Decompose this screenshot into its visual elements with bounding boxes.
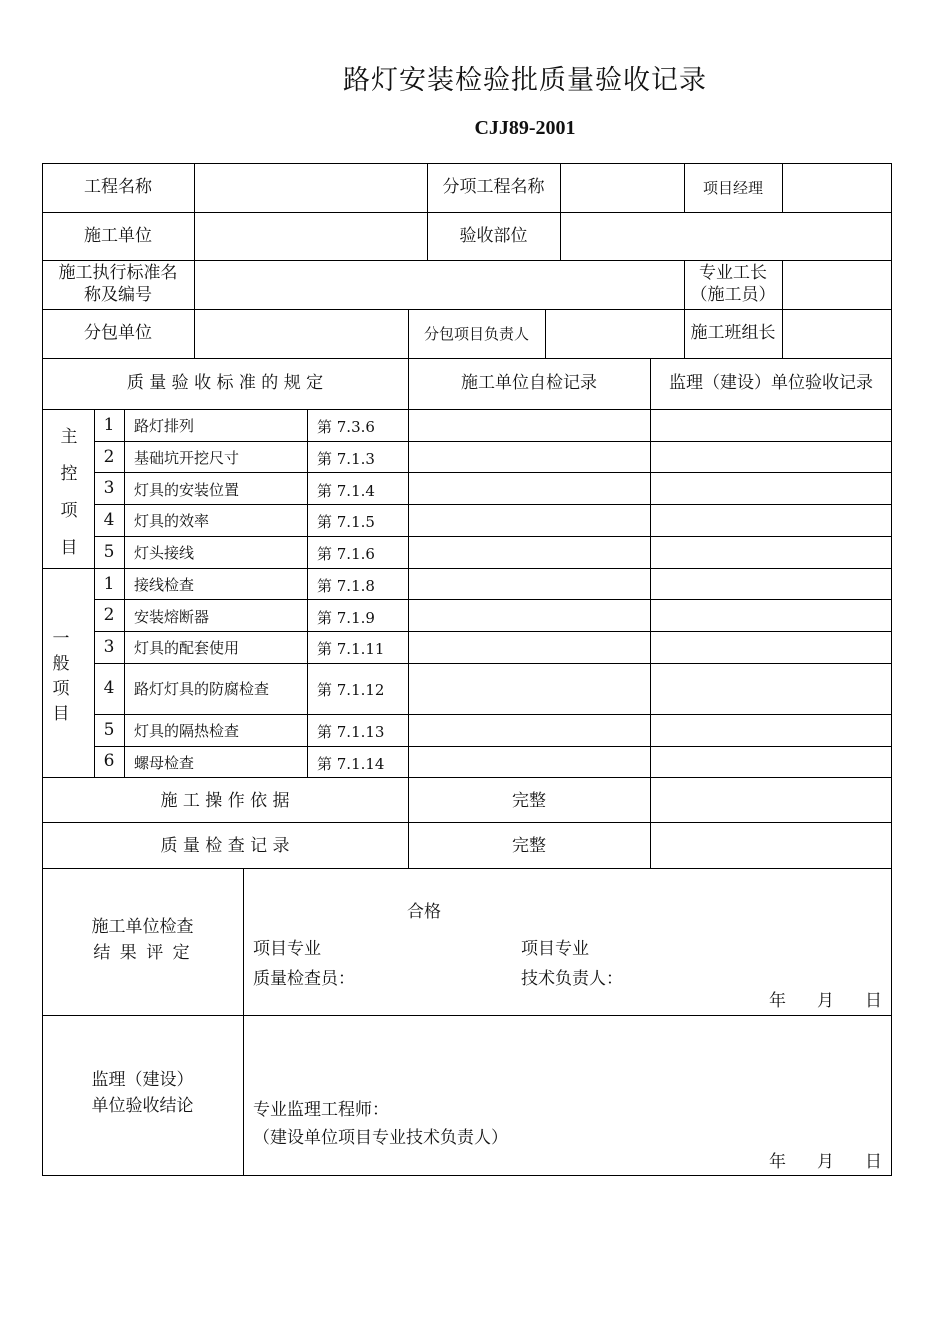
item-clause: 第 7.1.8 xyxy=(317,577,375,595)
grid-line xyxy=(94,536,892,537)
owner-rep-label: （建设单位项目专业技术负责人） xyxy=(253,1128,508,1148)
sub-project-name-label: 分项工程名称 xyxy=(442,177,545,197)
foreman-label-line1: 专业工长 xyxy=(699,263,767,283)
supervision-eval-label-line1: 监理（建设） xyxy=(91,1070,194,1090)
project-name-label: 工程名称 xyxy=(84,177,152,197)
item-clause: 第 7.1.6 xyxy=(317,545,375,563)
item-clause: 第 7.1.14 xyxy=(317,755,385,773)
supervision-eval-label-line2: 单位验收结论 xyxy=(91,1096,194,1116)
item-clause: 第 7.1.3 xyxy=(317,450,375,468)
general-group-char: 项 xyxy=(52,679,70,699)
item-clause: 第 7.1.9 xyxy=(317,609,375,627)
grid-line xyxy=(560,163,561,260)
item-name: 安装熔断器 xyxy=(134,608,210,626)
date-year: 年 xyxy=(769,991,786,1011)
item-name: 灯具的隔热检查 xyxy=(134,722,240,740)
operation-basis-label: 施 工 操 作 依 据 xyxy=(160,791,290,811)
date-day: 日 xyxy=(865,1152,882,1172)
tech-lead-line1: 项目专业 xyxy=(521,939,589,959)
item-number: 2 xyxy=(103,447,115,467)
item-name: 基础坑开挖尺寸 xyxy=(134,449,240,467)
item-name: 灯具的安装位置 xyxy=(134,481,240,499)
grid-line xyxy=(194,163,195,358)
page-title: 路灯安装检验批质量验收记录 xyxy=(343,65,707,96)
grid-line xyxy=(42,309,892,310)
standard-code: CJJ89-2001 xyxy=(474,117,576,139)
grid-line xyxy=(94,746,892,747)
item-number: 4 xyxy=(103,678,115,698)
date-year: 年 xyxy=(769,1152,786,1172)
grid-line xyxy=(94,631,892,632)
item-name: 灯头接线 xyxy=(134,544,195,562)
standard-label-line1: 施工执行标准名 xyxy=(58,263,178,283)
grid-line xyxy=(94,599,892,600)
tech-lead-line2: 技术负责人： xyxy=(521,969,623,989)
item-number: 3 xyxy=(103,637,115,657)
grid-line xyxy=(94,663,892,664)
grid-line xyxy=(94,441,892,442)
item-number: 5 xyxy=(103,720,115,740)
grid-line xyxy=(650,358,651,868)
form-table xyxy=(42,163,892,1176)
standard-label-line2: 称及编号 xyxy=(84,285,152,305)
acceptance-part-label: 验收部位 xyxy=(459,226,528,246)
grid-line xyxy=(782,163,783,212)
construction-eval-label-line2: 结 果 评 定 xyxy=(93,943,192,963)
item-name: 螺母检查 xyxy=(134,754,195,772)
grid-line xyxy=(243,868,244,1176)
grid-line xyxy=(42,358,892,359)
self-check-column-header: 施工单位自检记录 xyxy=(461,373,597,393)
qc-inspector-line2: 质量检查员： xyxy=(253,969,355,989)
item-clause: 第 7.1.5 xyxy=(317,513,375,531)
item-clause: 第 7.1.13 xyxy=(317,723,385,741)
grid-line xyxy=(124,409,125,777)
main-group-char: 主 xyxy=(60,427,78,447)
grid-line xyxy=(42,409,892,410)
item-number: 6 xyxy=(103,751,115,771)
item-number: 1 xyxy=(103,415,115,435)
item-name: 灯具的效率 xyxy=(134,512,210,530)
item-name: 接线检查 xyxy=(134,576,195,594)
subcontract-unit-label: 分包单位 xyxy=(84,323,152,343)
item-name: 路灯灯具的防腐检查 xyxy=(134,680,270,698)
supervision-column-header: 监理（建设）单位验收记录 xyxy=(669,373,873,393)
item-number: 1 xyxy=(103,574,115,594)
standard-column-header: 质 量 验 收 标 准 的 规 定 xyxy=(126,373,324,393)
grid-line xyxy=(42,868,892,869)
main-group-char: 目 xyxy=(60,538,78,558)
grid-line xyxy=(42,260,892,261)
grid-line xyxy=(782,260,783,358)
subcontract-manager-label: 分包项目负责人 xyxy=(423,325,529,343)
general-group-char: 一 xyxy=(52,629,70,649)
item-name: 灯具的配套使用 xyxy=(134,639,240,657)
quality-record-label: 质 量 检 查 记 录 xyxy=(160,836,290,856)
supervising-engineer-label: 专业监理工程师： xyxy=(253,1100,389,1120)
item-number: 2 xyxy=(103,605,115,625)
grid-line xyxy=(307,409,308,777)
item-clause: 第 7.1.12 xyxy=(317,681,385,699)
grid-line xyxy=(42,212,892,213)
item-number: 5 xyxy=(103,542,115,562)
grid-line xyxy=(42,822,892,823)
grid-line xyxy=(42,568,892,569)
item-number: 3 xyxy=(103,478,115,498)
construction-eval-label-line1: 施工单位检查 xyxy=(91,917,194,937)
item-clause: 第 7.1.4 xyxy=(317,482,375,500)
date-month: 月 xyxy=(817,991,834,1011)
grid-line xyxy=(42,777,892,778)
item-clause: 第 7.3.6 xyxy=(317,418,375,436)
grid-line xyxy=(94,472,892,473)
qc-inspector-line1: 项目专业 xyxy=(253,939,321,959)
item-number: 4 xyxy=(103,510,115,530)
quality-record-value: 完整 xyxy=(512,836,546,856)
team-leader-label: 施工班组长 xyxy=(690,323,776,343)
grid-line xyxy=(545,309,546,358)
construction-eval-result: 合格 xyxy=(407,902,441,922)
main-group-char: 控 xyxy=(60,464,78,484)
foreman-label-line2: （施工员） xyxy=(690,285,776,305)
date-month: 月 xyxy=(817,1152,834,1172)
grid-line xyxy=(42,1015,892,1016)
main-group-char: 项 xyxy=(60,501,78,521)
grid-line xyxy=(94,714,892,715)
date-day: 日 xyxy=(865,991,882,1011)
grid-line xyxy=(94,504,892,505)
operation-basis-value: 完整 xyxy=(512,791,546,811)
construction-unit-label: 施工单位 xyxy=(84,226,152,246)
item-clause: 第 7.1.11 xyxy=(317,640,385,658)
item-name: 路灯排列 xyxy=(134,417,195,435)
general-group-char: 目 xyxy=(52,704,70,724)
project-manager-label: 项目经理 xyxy=(702,179,763,197)
general-group-char: 般 xyxy=(52,654,70,674)
